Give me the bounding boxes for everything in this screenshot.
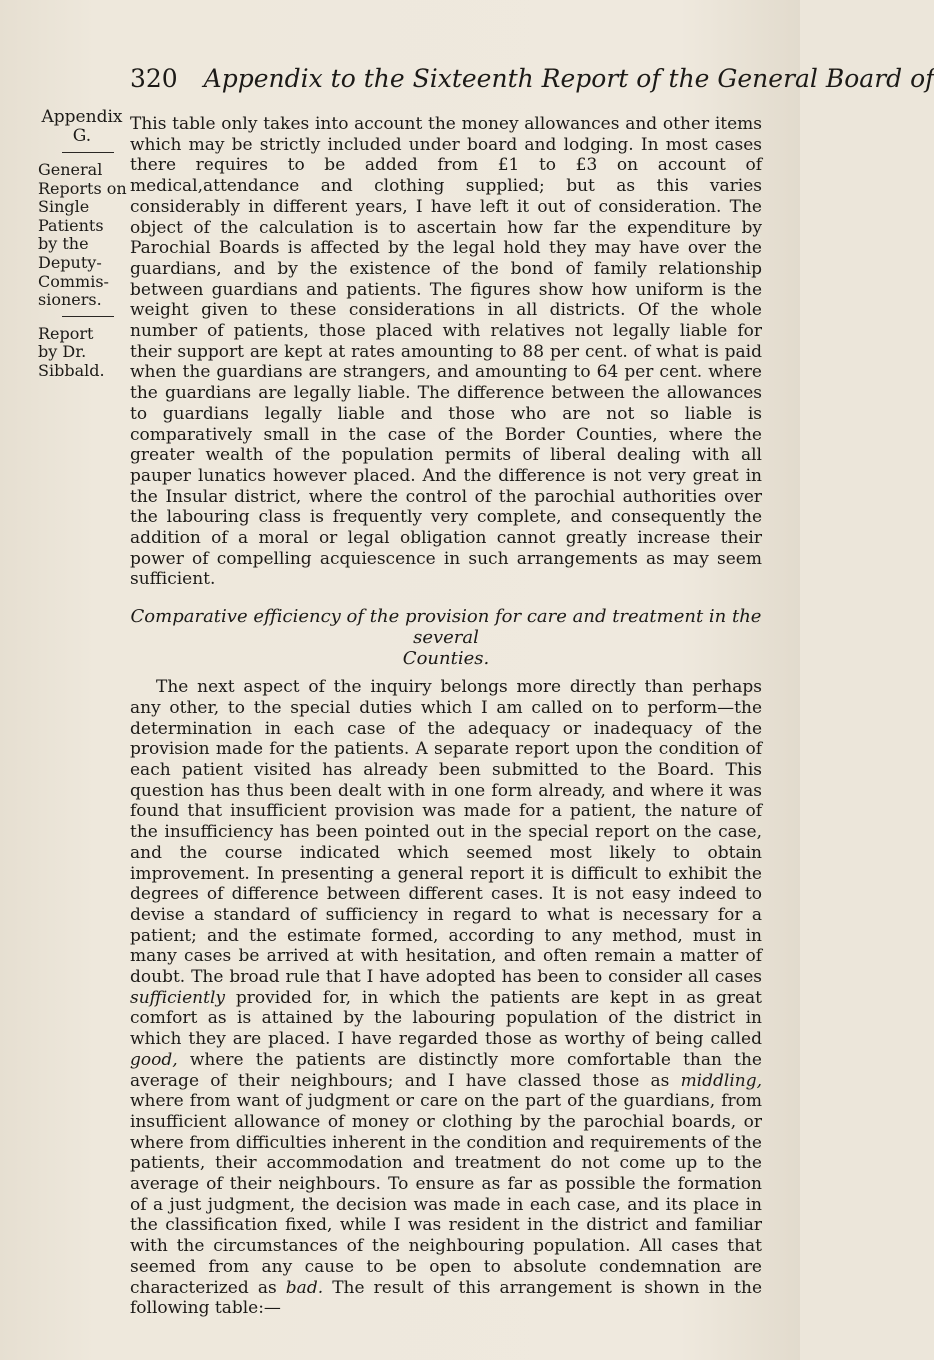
margin-rule <box>62 152 114 153</box>
emphasis: good, <box>130 1049 178 1070</box>
body-text <box>130 114 762 1319</box>
margin-rule <box>62 316 114 317</box>
margin-notes <box>38 108 130 381</box>
appendix-label: Appendix G. <box>41 107 123 146</box>
page-number: 320 <box>130 64 178 93</box>
running-header <box>130 64 934 94</box>
running-title: Appendix to the Sixteenth Report of the General Board of <box>203 64 934 93</box>
section-heading: Comparative efficiency of the provision for care and treatment in the several Counties. <box>130 606 762 670</box>
paragraph: The next aspect of the inquiry belongs more directly than perhaps any other, to the special duties which I am called on to perform—the determination in each case of the adequacy or inadequacy of the provision made for the patients. A separate report upon the condition of each patient visited has already been submitted to the Board. This question has thus been dealt with in one form already, and where it was found that insufficient provision was made for a patient, the nature of the insufficiency has been pointed out in the special report on the case, and the course indicated which seemed most likely to obtain improvement. In presenting a general report it is difficult to exhibit the degrees of difference between different cases. It is not easy indeed to devise a standard of sufficiency in regard to what is necessary for a patient; and the estimate formed, according to any method, must in many cases be arrived at with hesitation, and often remain a matter of doubt. The broad rule that I have adopted has been to consider all cases sufficiently provided for, in which the patients are kept in as great comfort as is attained by the labouring population of the district in which they are placed. I have regarded those as worthy of being called good, where the patients are distinctly more comfortable than the average of their neighbours; and I have classed those as middling, where from want of judgment or care on the part of the guardians, from insufficient allowance of money or clothing by the parochial boards, or where from difficulties inherent in the condition and requirements of the patients, their accommodation and treatment do not come up to the average of their neighbours. To ensure as far as possible the formation of a just judgment, the decision was made in each case, and its place in the classification fixed, while I was resident in the district and familiar with the circumstances of the neighbouring population. All cases that seemed from any cause to be open to absolute condemnation are characterized as bad. The result of this arrangement is shown in the following table:— <box>130 677 763 1319</box>
emphasis: sufficiently <box>130 987 225 1008</box>
emphasis: bad. <box>285 1277 324 1298</box>
topic-note: General Reports on Single Patients by the Deputy- Commis- sioners. <box>38 160 127 310</box>
report-note: Report by Dr. Sibbald. <box>38 323 105 380</box>
emphasis: middling, <box>680 1070 762 1091</box>
paragraph: This table only takes into account the money allowances and other items which may be strictly included under board and lodging. In most cases there requires to be added from £1 to £3 on account of medical,attendance and clothing supplied; but as this varies considerably in different years, I have left it out of consideration. The object of the calculation is to ascertain how far the expenditure by Parochial Boards is affected by the legal hold they may have over the guardians, and by the existence of the bond of family relationship between guardians and patients. The figures show how uniform is the weight given to these considerations in all districts. Of the whole number of patients, those placed with relatives not legally liable for their support are kept at rates amounting to 88 per cent. of what is paid when the guardians are strangers, and amounting to 64 per cent. where the guardians are legally liable. The difference between the allowances to guardians legally liable and those who are not so liable is comparatively small in the case of the Border Counties, where the greater wealth of the population permits of liberal dealing with all pauper lunatics however placed. And the difference is not very great in the Insular district, where the control of the parochial authorities over the labouring class is frequently very complete, and consequently the addition of a moral or legal obligation cannot greatly increase their power of compelling acquiescence in such arrangements as may seem sufficient. <box>130 114 762 590</box>
